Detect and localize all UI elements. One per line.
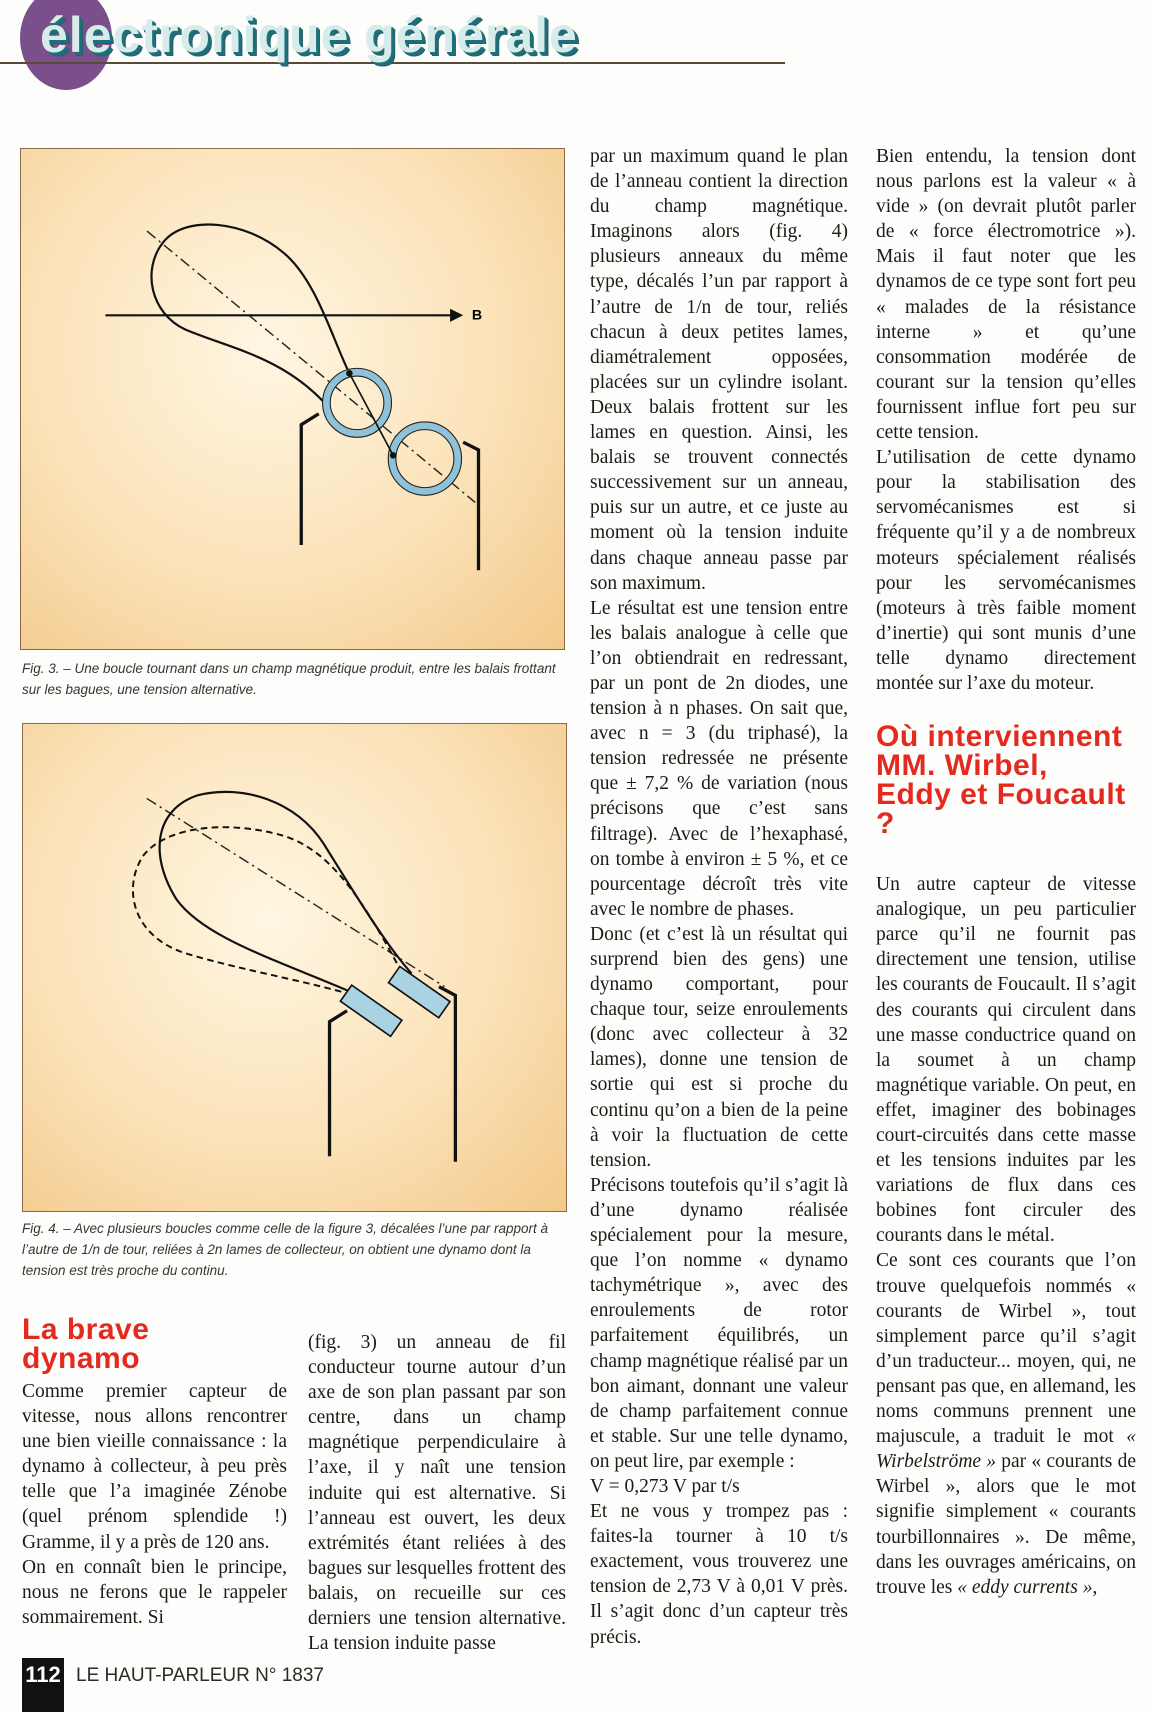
paragraph: par un maximum quand le plan de l’anneau contient la direction du champ magnétique. Imaginons alors (fig. 4) plusieurs anneaux du même type, décalés l’un par rapport à l’autre de 1/n de tour, reliés chacun à deux petites lames, diamétralement opposées, placées sur un cylindre isolant. Deux balais frottent sur les lames en question. Ainsi, les balais se trouvent connectés successivement sur un anneau, puis sur un autre, et ce juste au moment où la tension induite dans chaque anneau passe par son maximum. <box>590 146 848 594</box>
brush-left <box>301 414 319 545</box>
rotation-axis <box>147 231 475 502</box>
section-heading-wirbel-eddy-foucault: Où interviennent MM. Wirbel, Eddy et Foucault ? <box>876 720 1126 841</box>
paragraph: Le résultat est une tension entre les balais analogue à celle que l’on obtiendrait en redressant, par un pont de 2n diodes, une tension à n phases. On sait que, avec n = 3 (du triphasé), la tension redressée ne présente que ± 7,2 % de variation (nous précisons que c’est sans filtrage). Avec de l’hexaphasé, on tombe à environ ± 5 %, et ce pourcentage décroît très vite avec le nombre de phases. <box>590 597 848 920</box>
paragraph: Et ne vous y trompez pas : faites-la tourner à 10 t/s exactement, vous trouverez une tension de 2,73 V à 0,01 V près. Il s’agit donc d’un capteur très précis. <box>590 1501 848 1648</box>
arrow-head-icon <box>450 309 463 322</box>
paragraph: Un autre capteur de vitesse analogique, un peu particulier parce qu’il ne fournit pas directement une tension, utilise les courants de Foucault. Il s’agit des courants qui circulent dans une masse conductrice quand on la soumet à un champ magnétique variable. On peut, en effet, imaginer des bobinages court-circuités dans cette masse et les tensions induites par les variations de flux dans ces bobines font circuler des courants dans le métal. <box>876 874 1136 1247</box>
italic-term: « eddy currents » <box>957 1576 1093 1598</box>
page-number: 112 <box>22 1658 64 1712</box>
figure-4-diagram <box>23 724 566 1211</box>
paragraph: Comme premier capteur de vitesse, nous allons rencontrer une bien vieille connaissance : la dynamo à collecteur, à peu près telle que l’a imaginée Zénobe (quel prénom splendide !) Gramme, il y a près de 120 ans. <box>22 1381 287 1553</box>
section-heading-la-brave-dynamo: La brave dynamo <box>22 1313 150 1375</box>
publication-name: LE HAUT-PARLEUR N° 1837 <box>76 1665 325 1686</box>
article-column-3 <box>590 144 848 1650</box>
commutator-segment-2 <box>389 966 451 1017</box>
brush-left <box>330 1011 348 1157</box>
article-column-2 <box>308 1330 566 1656</box>
slip-ring-1 <box>326 372 387 433</box>
slip-ring-2 <box>392 426 458 492</box>
paragraph: (fig. 3) un anneau de fil conducteur tourne autour d’un axe de son plan passant par son centre, dans un champ magnétique perpendiculaire à l’axe, il y naît une tension induite qui est alternative. Si l’anneau est ouvert, les deux extrémités étant reliées à des bagues sur lesquelles frottent des balais, on recueille sur ces derniers une tension alternative. La tension induite passe <box>308 1332 566 1655</box>
article-column-1 <box>22 1315 287 1630</box>
italic-term: « Wirbelströme » <box>876 1426 1136 1473</box>
figure-3 <box>20 148 565 650</box>
brush-right <box>463 442 478 570</box>
figure-3-diagram <box>21 149 564 649</box>
text: par « courants de Wirbel », alors que le mot signifie simplement « courants tourbillonnaires ». De même, dans les ouvrages américains, on trouve les <box>876 1451 1136 1598</box>
paragraph: Bien entendu, la tension dont nous parlons est la valeur « à vide » (on devrait plutôt parler de « force électromotrice »). Mais il faut noter que les dynamos de ce type sont fort peu « malades de la résistance interne » et qu’une consommation modérée de courant sur la tension qu’elles fournissent influe fort peu sur cette tension. <box>876 146 1136 444</box>
loop-wire-shifted <box>133 827 401 997</box>
figure-4-caption: Fig. 4. – Avec plusieurs boucles comme celle de la figure 3, décalées l’une par rapport à l’autre de 1/n de tour, reliées à 2n lames de collecteur, on obtient une dynamo dont la tension est très proche du continu. <box>22 1221 549 1278</box>
loop-wire <box>160 792 412 992</box>
field-label-b: B <box>471 307 483 324</box>
paragraph: Précisons toutefois qu’il s’agit là d’une dynamo réalisée spécialement pour la mesure, que l’on nomme « dynamo tachymétrique », avec des enroulements de rotor parfaitement équilibrés, un champ magnétique réalisé par un bon aimant, donnant une valeur de champ parfaitement connue et stable. Sur une telle dynamo, on peut lire, par exemple : <box>590 1174 848 1472</box>
figure-3-caption: Fig. 3. – Une boucle tournant dans un champ magnétique produit, entre les balais frottant sur les bagues, une tension alternative. <box>22 661 556 697</box>
section-title: électronique générale <box>40 7 578 63</box>
paragraph: On en connaît bien le principe, nous ne ferons que le rappeler sommairement. Si <box>22 1556 287 1628</box>
text: Ce sont ces courants que l’on trouve quelquefois nommés « courants de Wirbel », tout simplement parce qu’il s’agit d’un traducteur... moyen, qui, ne pensant pas que, en allemand, les noms communs prennent une majuscule, a traduit le mot <box>876 1250 1136 1448</box>
figure-4 <box>22 723 567 1212</box>
commutator-segment-1 <box>340 985 402 1036</box>
paragraph: Donc (et c’est là un résultat qui surprend bien des gens) une dynamo comportant, pour chaque tour, seize enroulements (donc avec collecteur à 32 lames), donne une tension de sortie qui est si proche du continu qu’on a bien de la peine à voir la fluctuation de cette tension. <box>590 923 848 1171</box>
article-column-4 <box>876 144 1136 1600</box>
text: , <box>1092 1576 1098 1598</box>
paragraph <box>876 1248 1136 1599</box>
formula: V = 0,273 V par t/s <box>590 1475 740 1497</box>
paragraph: L’utilisation de cette dynamo pour la stabilisation des servomécanismes est si fréquente qu’il y a de nombreux moteurs spécialement réalisés pour les servomécanismes (moteurs à très faible moment d’inertie) qui sont munis d’une telle dynamo directement montée sur l’axe du moteur. <box>876 447 1136 694</box>
